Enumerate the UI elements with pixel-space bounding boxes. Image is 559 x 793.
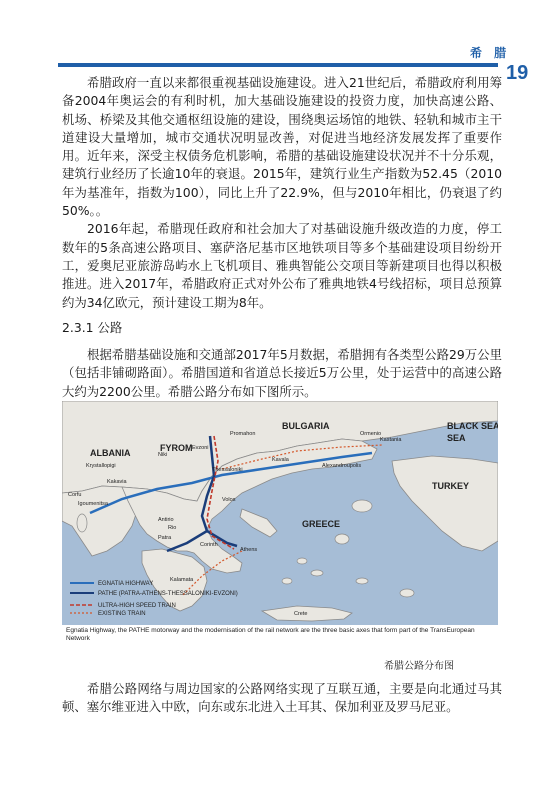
legend-existing: EXISTING TRAIN <box>98 611 146 617</box>
label-kakavia: Kakavia <box>107 479 127 485</box>
greece-road-map <box>62 401 498 653</box>
label-niki: Niki <box>158 452 168 458</box>
label-rio: Rio <box>168 525 177 531</box>
paragraph-2: 2016年起，希腊现任政府和社会加大了对基础设施升级改造的力度，停工数年的5条高速公路项目、塞萨洛尼基市区地铁项目等多个基础建设项目纷纷开工，爱奥尼亚旅游岛屿水上飞机项目、雅典智能公交项目等新建项目也得以积极推进。进入2017年，希腊政府正式对外公布了雅典地铁4号线招标，项目总预算约为34亿欧元，预计建设工期为8年。 <box>62 221 502 310</box>
header-rule <box>58 63 498 67</box>
legend-pathe: PATHE (PATRA-ATHENS-THESSALONIKI-EVZONI) <box>98 591 238 597</box>
subsection-title: 2.3.1 公路 <box>62 319 123 335</box>
lesvos-island <box>352 500 372 512</box>
paragraph-3: 根据希腊基础设施和交通部2017年5月数据，希腊拥有各类型公路29万公里（包括非铺砌路面）。希腊国道和省道总长接近5万公里，处于运营中的高速公路大约为2200公里。希腊公路分布如下图所示。 <box>62 347 502 399</box>
label-volos: Volos <box>222 497 236 503</box>
label-kavala: Kavala <box>272 457 289 463</box>
paragraph-1: 希腊政府一直以来都很重视基础设施建设。进入21世纪后，希腊政府利用筹备2004年奥运会的有利时机，加大基础设施建设的投资力度，加快高速公路、机场、桥梁及其他交通枢纽设施的建设，围绕奥运场馆的地铁、轻轨和城市主干道建设大量增加，城市交通状况明显改善，对促进当地经济发展发挥了重要作用。近年来，深受主权债务危机影响，希腊的基础设施建设状况并不十分乐观，建筑行业经历了长逾10年的衰退。2015年，建筑行业生产指数为52.45（2010年为基准年，指数为100），同比上升了22.9%，但与2010年相比，仍衰退了约50%。。 <box>62 75 502 219</box>
label-thessaloniki: Thessaloniki <box>212 467 243 473</box>
label-black-sea-2: SEA <box>447 433 466 443</box>
label-bulgaria: BULGARIA <box>282 421 330 431</box>
body-text-2 <box>62 680 502 717</box>
label-kastania: Kastania <box>380 437 402 443</box>
label-greece: GREECE <box>302 519 341 529</box>
chios-island <box>335 534 349 544</box>
label-corinth: Corinth <box>200 542 218 548</box>
figure-caption: 希腊公路分布图 <box>384 661 454 672</box>
label-corfu: Corfu <box>68 492 82 498</box>
label-krystallopigi: Krystallopigi <box>86 463 116 469</box>
running-header: 希 腊 <box>470 46 511 60</box>
legend-egnatia: EGNATIA HIGHWAY <box>98 581 154 587</box>
corfu-island <box>77 514 87 532</box>
label-promahon: Promahon <box>230 431 256 437</box>
label-athens: Athens <box>240 547 258 553</box>
label-alexandroupolis: Alexandroupolis <box>322 463 362 469</box>
legend-uhst: ULTRA-HIGH SPEED TRAIN <box>98 603 176 609</box>
body-text <box>62 74 502 401</box>
rhodes-island <box>400 589 414 597</box>
label-evzoni: Evzoni <box>192 445 209 451</box>
label-albania: ALBANIA <box>90 448 131 458</box>
cyclades-island-3 <box>282 578 292 584</box>
label-kalamata: Kalamata <box>170 577 194 583</box>
label-antirio: Antirio <box>158 517 174 523</box>
page-number: 19 <box>506 62 529 84</box>
label-turkey: TURKEY <box>432 481 470 491</box>
map-note: Egnatia Highway, the PATHE motorway and the modernisation of the rail network are the three basic axes that form part of the TransEuropean Network <box>66 627 475 642</box>
label-patra: Patra <box>158 535 172 541</box>
cyclades-island-1 <box>297 558 307 564</box>
label-black-sea: BLACK SEA <box>447 421 498 431</box>
label-fyrom: FYROM <box>160 443 193 453</box>
label-crete: Crete <box>294 611 308 617</box>
label-igoumenitsa: Igoumenitsa <box>78 501 108 507</box>
cyclades-island-2 <box>311 570 323 576</box>
label-ormenio: Ormenio <box>360 431 382 437</box>
paragraph-4: 希腊公路网络与周边国家的公路网络实现了互联互通，主要是向北通过马其顿、塞尔维亚进入中欧，向东或东北进入土耳其、保加利亚及罗马尼亚。 <box>62 681 502 715</box>
dodecanese-island <box>356 578 368 584</box>
